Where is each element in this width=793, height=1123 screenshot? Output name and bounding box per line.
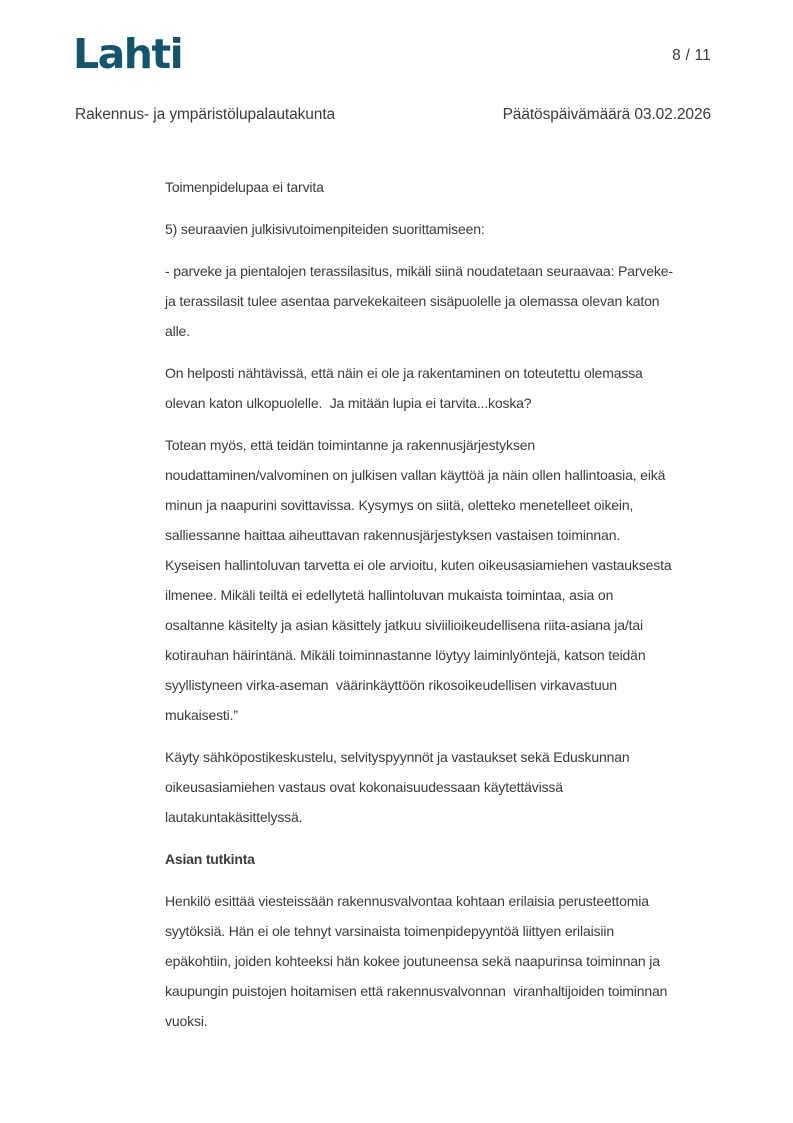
- text-line: 5) seuraavien julkisivutoimenpiteiden suorittamiseen:: [165, 221, 485, 237]
- text-line: kaupungin puistojen hoitamisen että rakennusvalvonnan viranhaltijoiden toiminnan: [165, 983, 668, 999]
- text-line: syytöksiä. Hän ei ole tehnyt varsinaista toimenpidepyyntöä liittyen erilaisiin: [165, 923, 614, 939]
- text-line: vuoksi.: [165, 1013, 208, 1029]
- text-line: alle.: [165, 323, 190, 339]
- text-line: Asian tutkinta: [165, 851, 255, 867]
- text-line: mukaisesti.”: [165, 707, 238, 723]
- document-meta-row: [75, 106, 711, 124]
- text-line: Toimenpidelupaa ei tarvita: [165, 179, 324, 195]
- text-line: kotirauhan häirintänä. Mikäli toiminnastanne löytyy laiminlyöntejä, katson teidän: [165, 647, 646, 663]
- page-number: 8 / 11: [672, 47, 711, 64]
- lahti-logo: Lahti: [73, 30, 183, 78]
- text-line: ja terassilasit tulee asentaa parvekekaiteen sisäpuolelle ja olemassa olevan katon: [165, 293, 660, 309]
- text-line: ilmenee. Mikäli teiltä ei edellytetä hallintoluvan mukaista toimintaa, asia on: [165, 587, 614, 603]
- section-heading: [165, 844, 750, 874]
- paragraph: [165, 214, 750, 244]
- text-line: Henkilö esittää viesteissään rakennusvalvontaa kohtaan erilaisia perusteettomia: [165, 893, 649, 909]
- text-line: lautakuntakäsittelyssä.: [165, 809, 303, 825]
- text-line: syyllistyneen virka-aseman väärinkäyttöön rikosoikeudellisen virkavastuun: [165, 677, 617, 693]
- document-body: [165, 172, 750, 1048]
- text-line: On helposti nähtävissä, että näin ei ole ja rakentaminen on toteutettu olemassa: [165, 365, 643, 381]
- text-line: oikeusasiamiehen vastaus ovat kokonaisuudessaan käytettävissä: [165, 779, 563, 795]
- text-line: Kyseisen hallintoluvan tarvetta ei ole arvioitu, kuten oikeusasiamiehen vastauksesta: [165, 557, 672, 573]
- text-line: osaltanne käsitelty ja asian käsittely jatkuu siviilioikeudellisena riita-asiana ja/tai: [165, 617, 643, 633]
- paragraph: [165, 172, 750, 202]
- decision-date: Päätöspäivämäärä 03.02.2026: [502, 106, 711, 123]
- text-line: Totean myös, että teidän toimintanne ja rakennusjärjestyksen: [165, 437, 535, 453]
- paragraph: [165, 742, 750, 832]
- text-line: epäkohtiin, joiden kohteeksi hän kokee joutuneensa sekä naapurinsa toiminnan ja: [165, 953, 660, 969]
- paragraph: [165, 886, 750, 1036]
- paragraph: [165, 358, 750, 418]
- committee-name: Rakennus- ja ympäristölupalautakunta: [75, 106, 336, 123]
- text-line: - parveke ja pientalojen terassilasitus, mikäli siinä noudatetaan seuraavaa: Parveke-: [165, 263, 673, 279]
- paragraph: [165, 256, 750, 346]
- text-line: salliessanne haittaa aiheuttavan rakennusjärjestyksen vastaisen toiminnan.: [165, 527, 621, 543]
- text-line: olevan katon ulkopuolelle. Ja mitään lupia ei tarvita...koska?: [165, 395, 532, 411]
- paragraph: [165, 430, 750, 730]
- text-line: Käyty sähköpostikeskustelu, selvityspyynnöt ja vastaukset sekä Eduskunnan: [165, 749, 630, 765]
- text-line: noudattaminen/valvominen on julkisen vallan käyttöä ja näin ollen hallintoasia, eikä: [165, 467, 666, 483]
- text-line: minun ja naapurini sovittavissa. Kysymys on siitä, oletteko menetelleet oikein,: [165, 497, 634, 513]
